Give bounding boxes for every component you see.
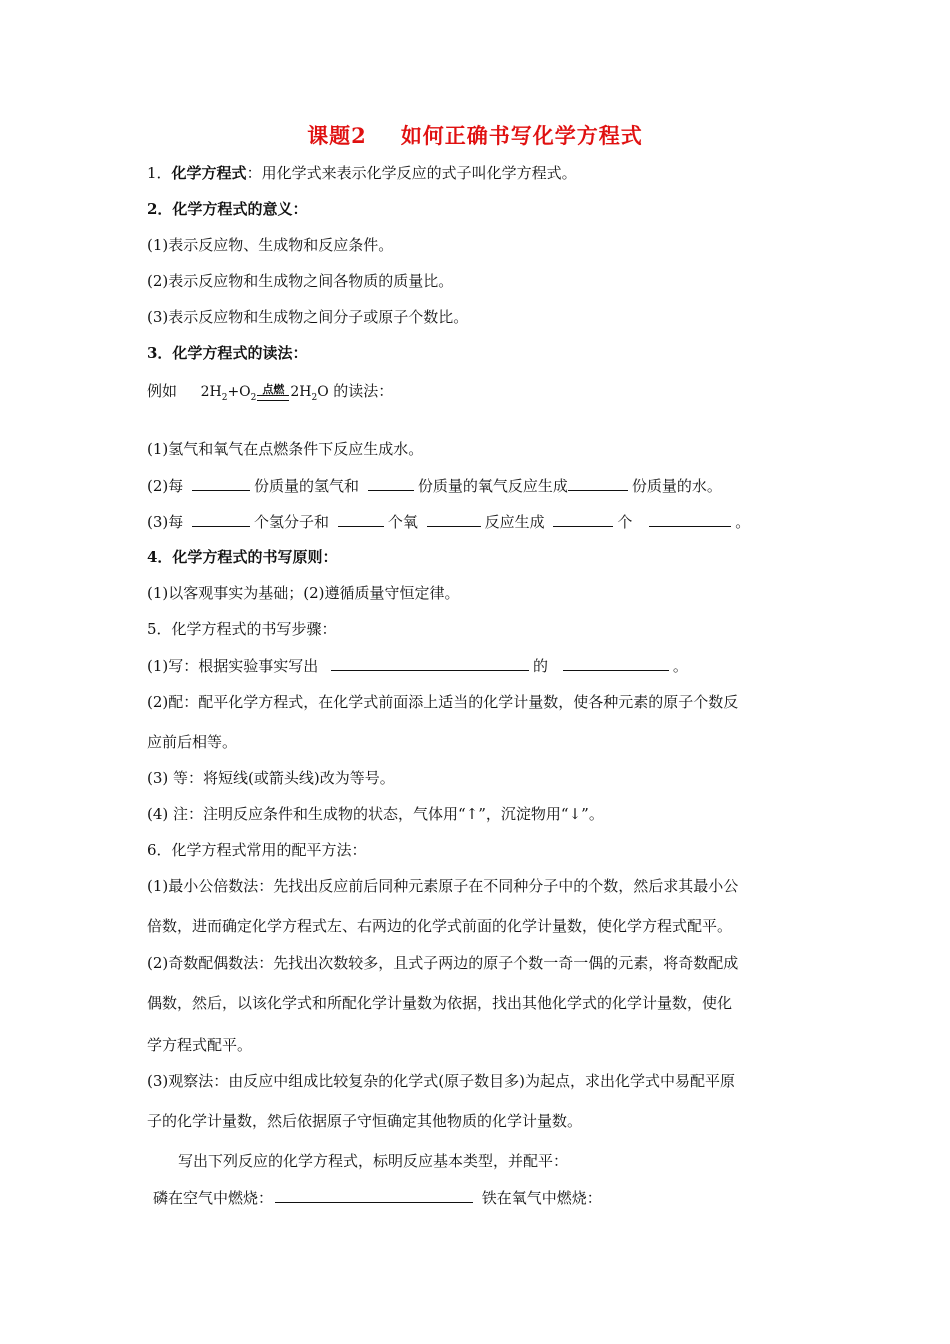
method-lcm-line-2: 倍数，进而确定化学方程式左、右两边的化学式前面的化学计量数，使化学方程式配平。 [147, 917, 733, 935]
answer-phosphorus[interactable] [275, 1187, 473, 1203]
section-3-heading: 3．化学方程式的读法： [147, 344, 308, 362]
blank-hydrogen-molecules[interactable] [192, 511, 250, 527]
section-5-heading: 5．化学方程式的书写步骤： [147, 620, 337, 638]
method-odd-even-line-1: (2)奇数配偶数法：先找出次数较多，且式子两边的原子个数一奇一偶的元素，将奇数配成 [147, 954, 739, 972]
blank-chemical-formula[interactable] [563, 655, 669, 671]
step-annotate: (4) 注：注明反应条件和生成物的状态，气体用“↑”，沉淀物用“↓”。 [147, 805, 604, 823]
question-iron: 铁在氧气中燃烧： [481, 1189, 602, 1207]
blank-hydrogen-mass[interactable] [192, 475, 250, 491]
method-lcm-line-1: (1)最小公倍数法：先找出反应前后同种元素原子在不同种分子中的个数，然后求其最小公 [147, 877, 739, 895]
blank-reactants-products[interactable] [331, 655, 529, 671]
blank-product-name[interactable] [649, 511, 731, 527]
term-chemical-equation: 化学方程式 [171, 164, 247, 182]
method-observation-line-1: (3)观察法：由反应中组成比较复杂的化学式(原子数目多)为起点，求出化学式中易配平原 [147, 1072, 735, 1090]
question-phosphorus: 磷在空气中燃烧： [153, 1189, 274, 1207]
exercise-intro: 写出下列反应的化学方程式，标明反应基本类型，并配平： [178, 1152, 569, 1170]
title-lesson-number: 课题2 [307, 123, 367, 148]
step-balance-line-1: (2)配：配平化学方程式，在化学式前面添上适当的化学计量数，使各种元素的原子个数反 [147, 693, 739, 711]
page-title [0, 120, 950, 150]
reading-1: (1)氢气和氧气在点燃条件下反应生成水。 [147, 440, 424, 458]
reading-example: 例如 $2H_2+O_2$ 点燃 $2H_2O$ 的读法： [147, 382, 394, 403]
section-2-heading: 2．化学方程式的意义： [147, 200, 308, 218]
meaning-item-3: (3)表示反应物和生成物之间分子或原子个数比。 [147, 308, 469, 326]
blank-oxygen-mass[interactable] [368, 475, 414, 491]
step-write: (1)写：根据实验事实写出 的 。 [147, 657, 688, 675]
method-odd-even-line-3: 学方程式配平。 [147, 1036, 253, 1054]
reading-3: (3)每 个氢分子和 个氧 反应生成 个 。 [147, 513, 751, 531]
reading-2: (2)每 份质量的氢气和 份质量的氧气反应生成 份质量的水。 [147, 477, 722, 495]
method-odd-even-line-2: 偶数，然后，以该化学式和所配化学计量数为依据，找出其他化学式的化学计量数，使化 [147, 994, 733, 1012]
blank-water-mass[interactable] [568, 475, 628, 491]
equation: $2H_2+O_2$ 点燃 $2H_2O$ [200, 382, 329, 403]
blank-oxygen-unit[interactable] [427, 511, 481, 527]
blank-product-count[interactable] [553, 511, 613, 527]
title-lesson-name: 如何正确书写化学方程式 [400, 123, 643, 148]
section-4-heading: 4．化学方程式的书写原则： [147, 548, 338, 566]
writing-principles: (1)以客观事实为基础；(2)遵循质量守恒定律。 [147, 584, 460, 602]
exercise-questions [153, 1187, 602, 1208]
meaning-item-1: (1)表示反应物、生成物和反应条件。 [147, 236, 394, 254]
section-1-definition: 1．化学方程式：用化学式来表示化学反应的式子叫化学方程式。 [147, 164, 577, 182]
meaning-item-2: (2)表示反应物和生成物之间各物质的质量比。 [147, 272, 454, 290]
section-6-heading: 6．化学方程式常用的配平方法： [147, 841, 367, 859]
method-observation-line-2: 子的化学计量数，然后依据原子守恒确定其他物质的化学计量数。 [147, 1112, 583, 1130]
blank-oxygen-count[interactable] [338, 511, 384, 527]
reaction-condition-sign: 点燃 [257, 384, 289, 401]
step-balance-line-2: 应前后相等。 [147, 733, 238, 751]
step-equals: (3) 等：将短线(或箭头线)改为等号。 [147, 769, 395, 787]
